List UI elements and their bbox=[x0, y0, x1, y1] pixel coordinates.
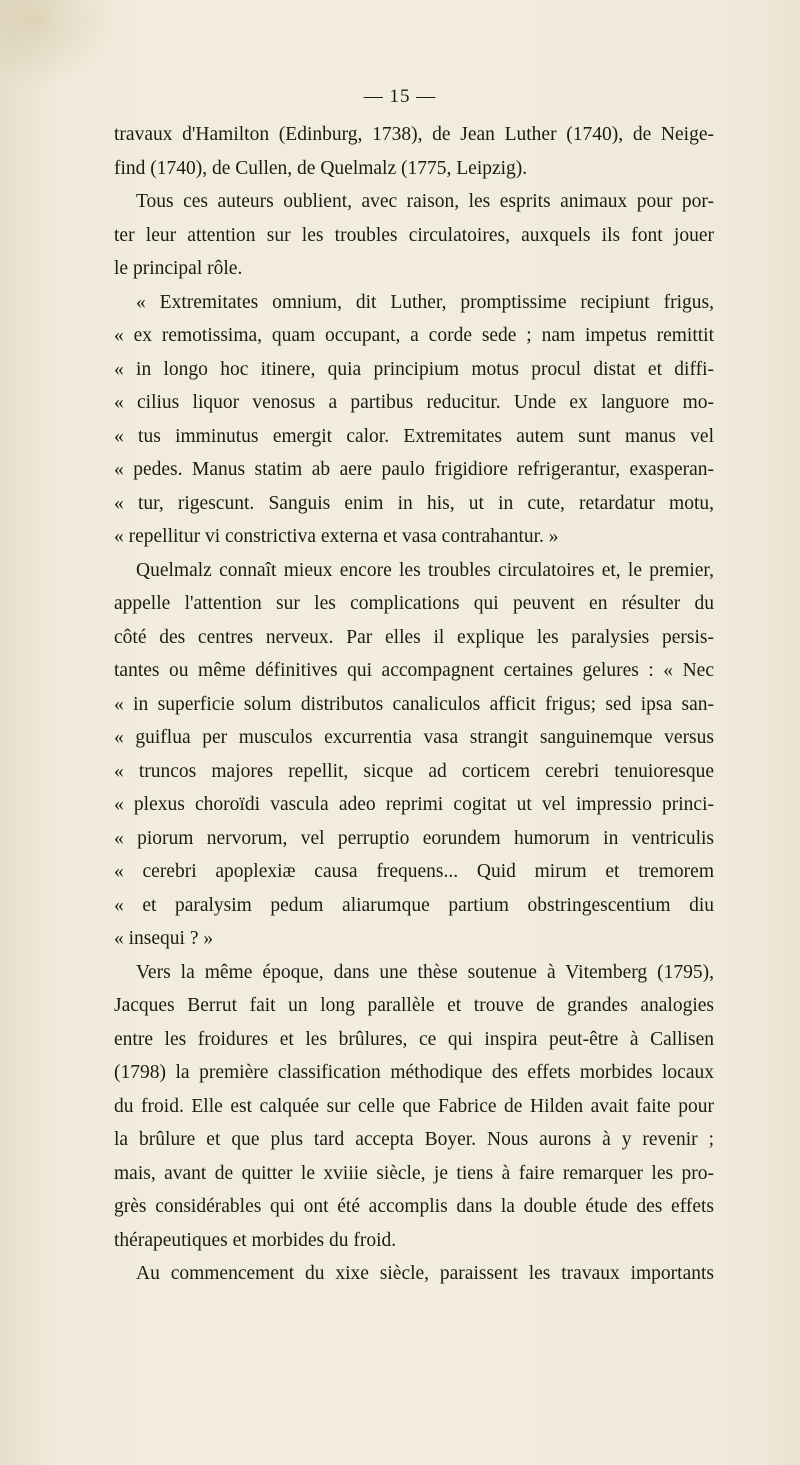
text-line: « in superficie solum distributos canaliculos afficit frigus; sed ipsa san- bbox=[114, 693, 714, 715]
text-line: grès considérables qui ont été accomplis dans la double étude des effets bbox=[114, 1196, 714, 1217]
paper-stain bbox=[0, 0, 120, 90]
text-line: « guiflua per musculos excurrentia vasa strangit sanguinemque versus bbox=[114, 727, 714, 748]
text-line: travaux d'Hamilton (Edinburg, 1738), de Jean Luther (1740), de Neige- bbox=[114, 124, 714, 145]
text-line: ter leur attention sur les troubles circulatoires, auxquels ils font jouer bbox=[114, 224, 714, 246]
text-line: « tus imminutus emergit calor. Extremitates autem sunt manus vel bbox=[114, 425, 714, 447]
text-line: (1798) la première classification méthodique des effets morbides locaux bbox=[114, 1062, 714, 1083]
text-line: Au commencement du xixe siècle, paraissent les travaux importants bbox=[136, 1263, 714, 1284]
text-line: thérapeutiques et morbides du froid. bbox=[114, 1229, 397, 1251]
text-line: « cerebri apoplexiæ causa frequens... Quid mirum et tremorem bbox=[114, 861, 714, 882]
text-line: « ex remotissima, quam occupant, a corde sede ; nam impetus remittit bbox=[114, 325, 714, 346]
page-number: — 15 — bbox=[363, 86, 437, 107]
text-line: « tur, rigescunt. Sanguis enim in his, ut in cute, retardatur motu, bbox=[114, 492, 714, 514]
text-line: « insequi ? » bbox=[114, 928, 214, 949]
text-line: Tous ces auteurs oublient, avec raison, les esprits animaux pour por- bbox=[136, 191, 714, 212]
text-line: « repellitur vi constrictiva externa et vasa contrahantur. » bbox=[114, 526, 559, 547]
text-line: mais, avant de quitter le xviiie siècle, je tiens à faire remarquer les pro- bbox=[114, 1162, 714, 1184]
text-line: entre les froidures et les brûlures, ce qui inspira peut-être à Callisen bbox=[114, 1028, 714, 1050]
text-line: appelle l'attention sur les complications qui peuvent en résulter du bbox=[114, 593, 714, 614]
text-line: Vers la même époque, dans une thèse soutenue à Vitemberg (1795), bbox=[136, 961, 714, 983]
text-line: Quelmalz connaît mieux encore les troubles circulatoires et, le premier, bbox=[136, 559, 714, 581]
text-line: « plexus choroïdi vascula adeo reprimi cogitat ut vel impressio princi- bbox=[114, 794, 714, 815]
text-line: « piorum nervorum, vel perruptio eorundem humorum in ventriculis bbox=[114, 827, 714, 849]
text-line: la brûlure et que plus tard accepta Boyer. Nous aurons à y revenir ; bbox=[114, 1129, 714, 1150]
text-line: « in longo hoc itinere, quia principium motus procul distat et diffi- bbox=[114, 358, 714, 380]
text-line: tantes ou même définitives qui accompagnent certaines gelures : « Nec bbox=[114, 660, 714, 681]
text-line: « truncos majores repellit, sicque ad corticem cerebri tenuioresque bbox=[114, 760, 714, 782]
text-line: « Extremitates omnium, dit Luther, promptissime recipiunt frigus, bbox=[136, 291, 714, 313]
text-line: « pedes. Manus statim ab aere paulo frigidiore refrigerantur, exasperan- bbox=[114, 459, 714, 480]
text-line: le principal rôle. bbox=[114, 258, 243, 279]
text-line: find (1740), de Cullen, de Quelmalz (1775, Leipzig). bbox=[114, 157, 528, 179]
text-line: « cilius liquor venosus a partibus reducitur. Unde ex languore mo- bbox=[114, 392, 714, 413]
text-line: Jacques Berrut fait un long parallèle et trouve de grandes analogies bbox=[114, 995, 714, 1016]
text-line: « et paralysim pedum aliarumque partium obstringescentium diu bbox=[114, 894, 714, 916]
text-line: du froid. Elle est calquée sur celle que Fabrice de Hilden avait faite pour bbox=[114, 1095, 714, 1117]
body-text bbox=[114, 118, 714, 1291]
text-line: côté des centres nerveux. Par elles il explique les paralysies persis- bbox=[114, 626, 714, 648]
